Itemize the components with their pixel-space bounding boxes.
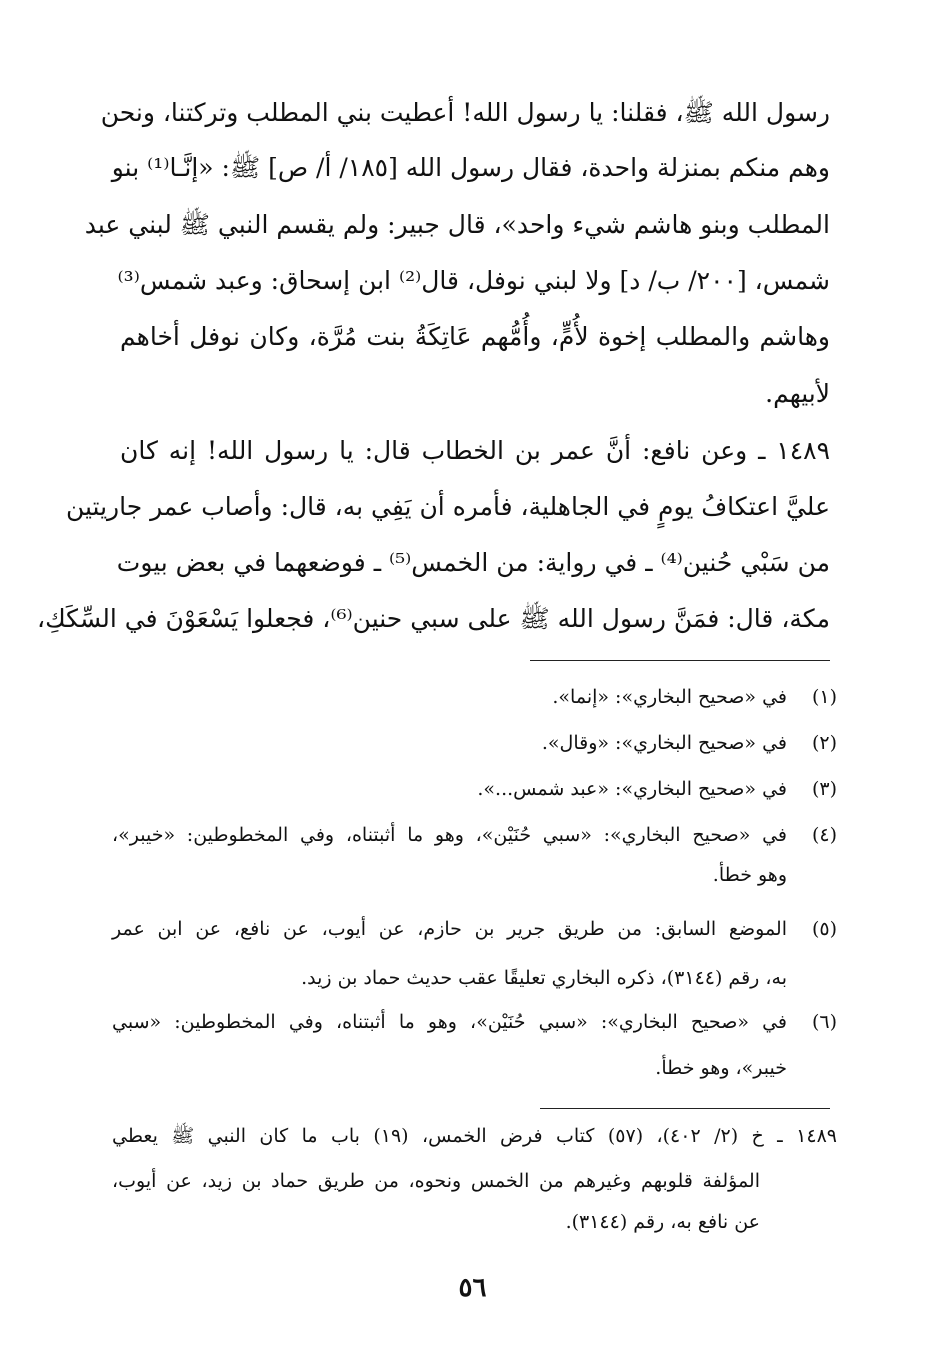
body-line: المطلب وبنو هاشم شيء واحد»، قال جبير: ولم يقسم النبي ﷺ لبني عبد — [84, 210, 830, 239]
source-line: المؤلفة قلوبهم وغيرهم من الخمس ونحوه، من طريق حماد بن زيد، عن أيوب، — [112, 1170, 760, 1192]
footnote-text: في «صحيح البخاري»: «سبي حُنَيْن»، وهو ما أثبتناه، وفي المخطوطين: «سبي — [112, 1011, 787, 1033]
footnote-number: (٥) — [811, 918, 837, 940]
footnote-text: خيبر»، وهو خطأ. — [655, 1057, 787, 1079]
body-line: رسول الله ﷺ، فقلنا: يا رسول الله! أعطيت بني المطلب وتركتنا، ونحن — [100, 98, 830, 127]
footnote-text: في «صحيح البخاري»: «وقال». — [541, 732, 787, 754]
footnote-text: الموضع السابق: من طريق جرير بن حازم، عن أيوب، عن نافع، عن ابن عمر — [112, 918, 787, 940]
footnote-text: وهو خطأ. — [712, 864, 787, 886]
body-line: لأبيهم. — [765, 379, 830, 408]
footnote-number: (١) — [811, 686, 837, 708]
footnote-number: (٣) — [811, 778, 837, 800]
body-line: وهم منكم بمنزلة واحدة، فقال رسول الله [١٨٥/ أ/ ص] ﷺ: «إنَّـا⁽¹⁾ بنو — [111, 153, 830, 182]
footnote-separator — [530, 660, 830, 661]
footnote-number: (٢) — [811, 732, 837, 754]
hadith-start-line: ١٤٨٩ ـ وعن نافع: أنَّ عمر بن الخطاب قال: يا رسول الله! إنه كان — [120, 436, 830, 465]
footnote-number: (٤) — [811, 824, 837, 846]
body-line: من سَبْي حُنين⁽⁴⁾ ـ في رواية: من الخمس⁽⁵⁾ ـ فوضعهما في بعض بيوت — [116, 548, 830, 577]
footnote-text: في «صحيح البخاري»: «عبد شمس...». — [477, 778, 787, 800]
body-line: شمس، [٢٠٠/ ب/ د] ولا لبني نوفل، قال⁽²⁾ ابن إسحاق: وعبد شمس⁽³⁾ — [117, 266, 830, 295]
footnote-text: في «صحيح البخاري»: «سبي حُنَيْن»، وهو ما أثبتناه، وفي المخطوطين: «خيبر»، — [112, 824, 787, 846]
source-line: عن نافع به، رقم (٣١٤٤). — [565, 1211, 760, 1233]
footnote-text: في «صحيح البخاري»: «إنما». — [552, 686, 787, 708]
source-separator — [540, 1108, 830, 1109]
footnote-number: (٦) — [811, 1011, 837, 1033]
body-line: عليَّ اعتكافُ يومٍ في الجاهلية، فأمره أن يَفِي به، قال: وأصاب عمر جاريتين — [65, 492, 830, 521]
body-line: وهاشم والمطلب إخوة لأُمٍّ، وأُمُّهم عَاتِكَةُ بنت مُرَّة، وكان نوفل أخاهم — [120, 322, 830, 351]
source-line: ١٤٨٩ ـ خ (٢/ ٤٠٢)، (٥٧) كتاب فرض الخمس، (١٩) باب ما كان النبي ﷺ يعطي — [112, 1125, 837, 1147]
footnote-text: به، رقم (٣١٤٤)، ذكره البخاري تعليقًا عقب حديث حماد بن زيد. — [301, 967, 787, 989]
page-number: ٥٦ — [458, 1273, 487, 1303]
body-line: مكة، قال: فمَنَّ رسول الله ﷺ على سبي حنين⁽⁶⁾، فجعلوا يَسْعَوْنَ في السِّكَكِ، — [37, 604, 830, 633]
